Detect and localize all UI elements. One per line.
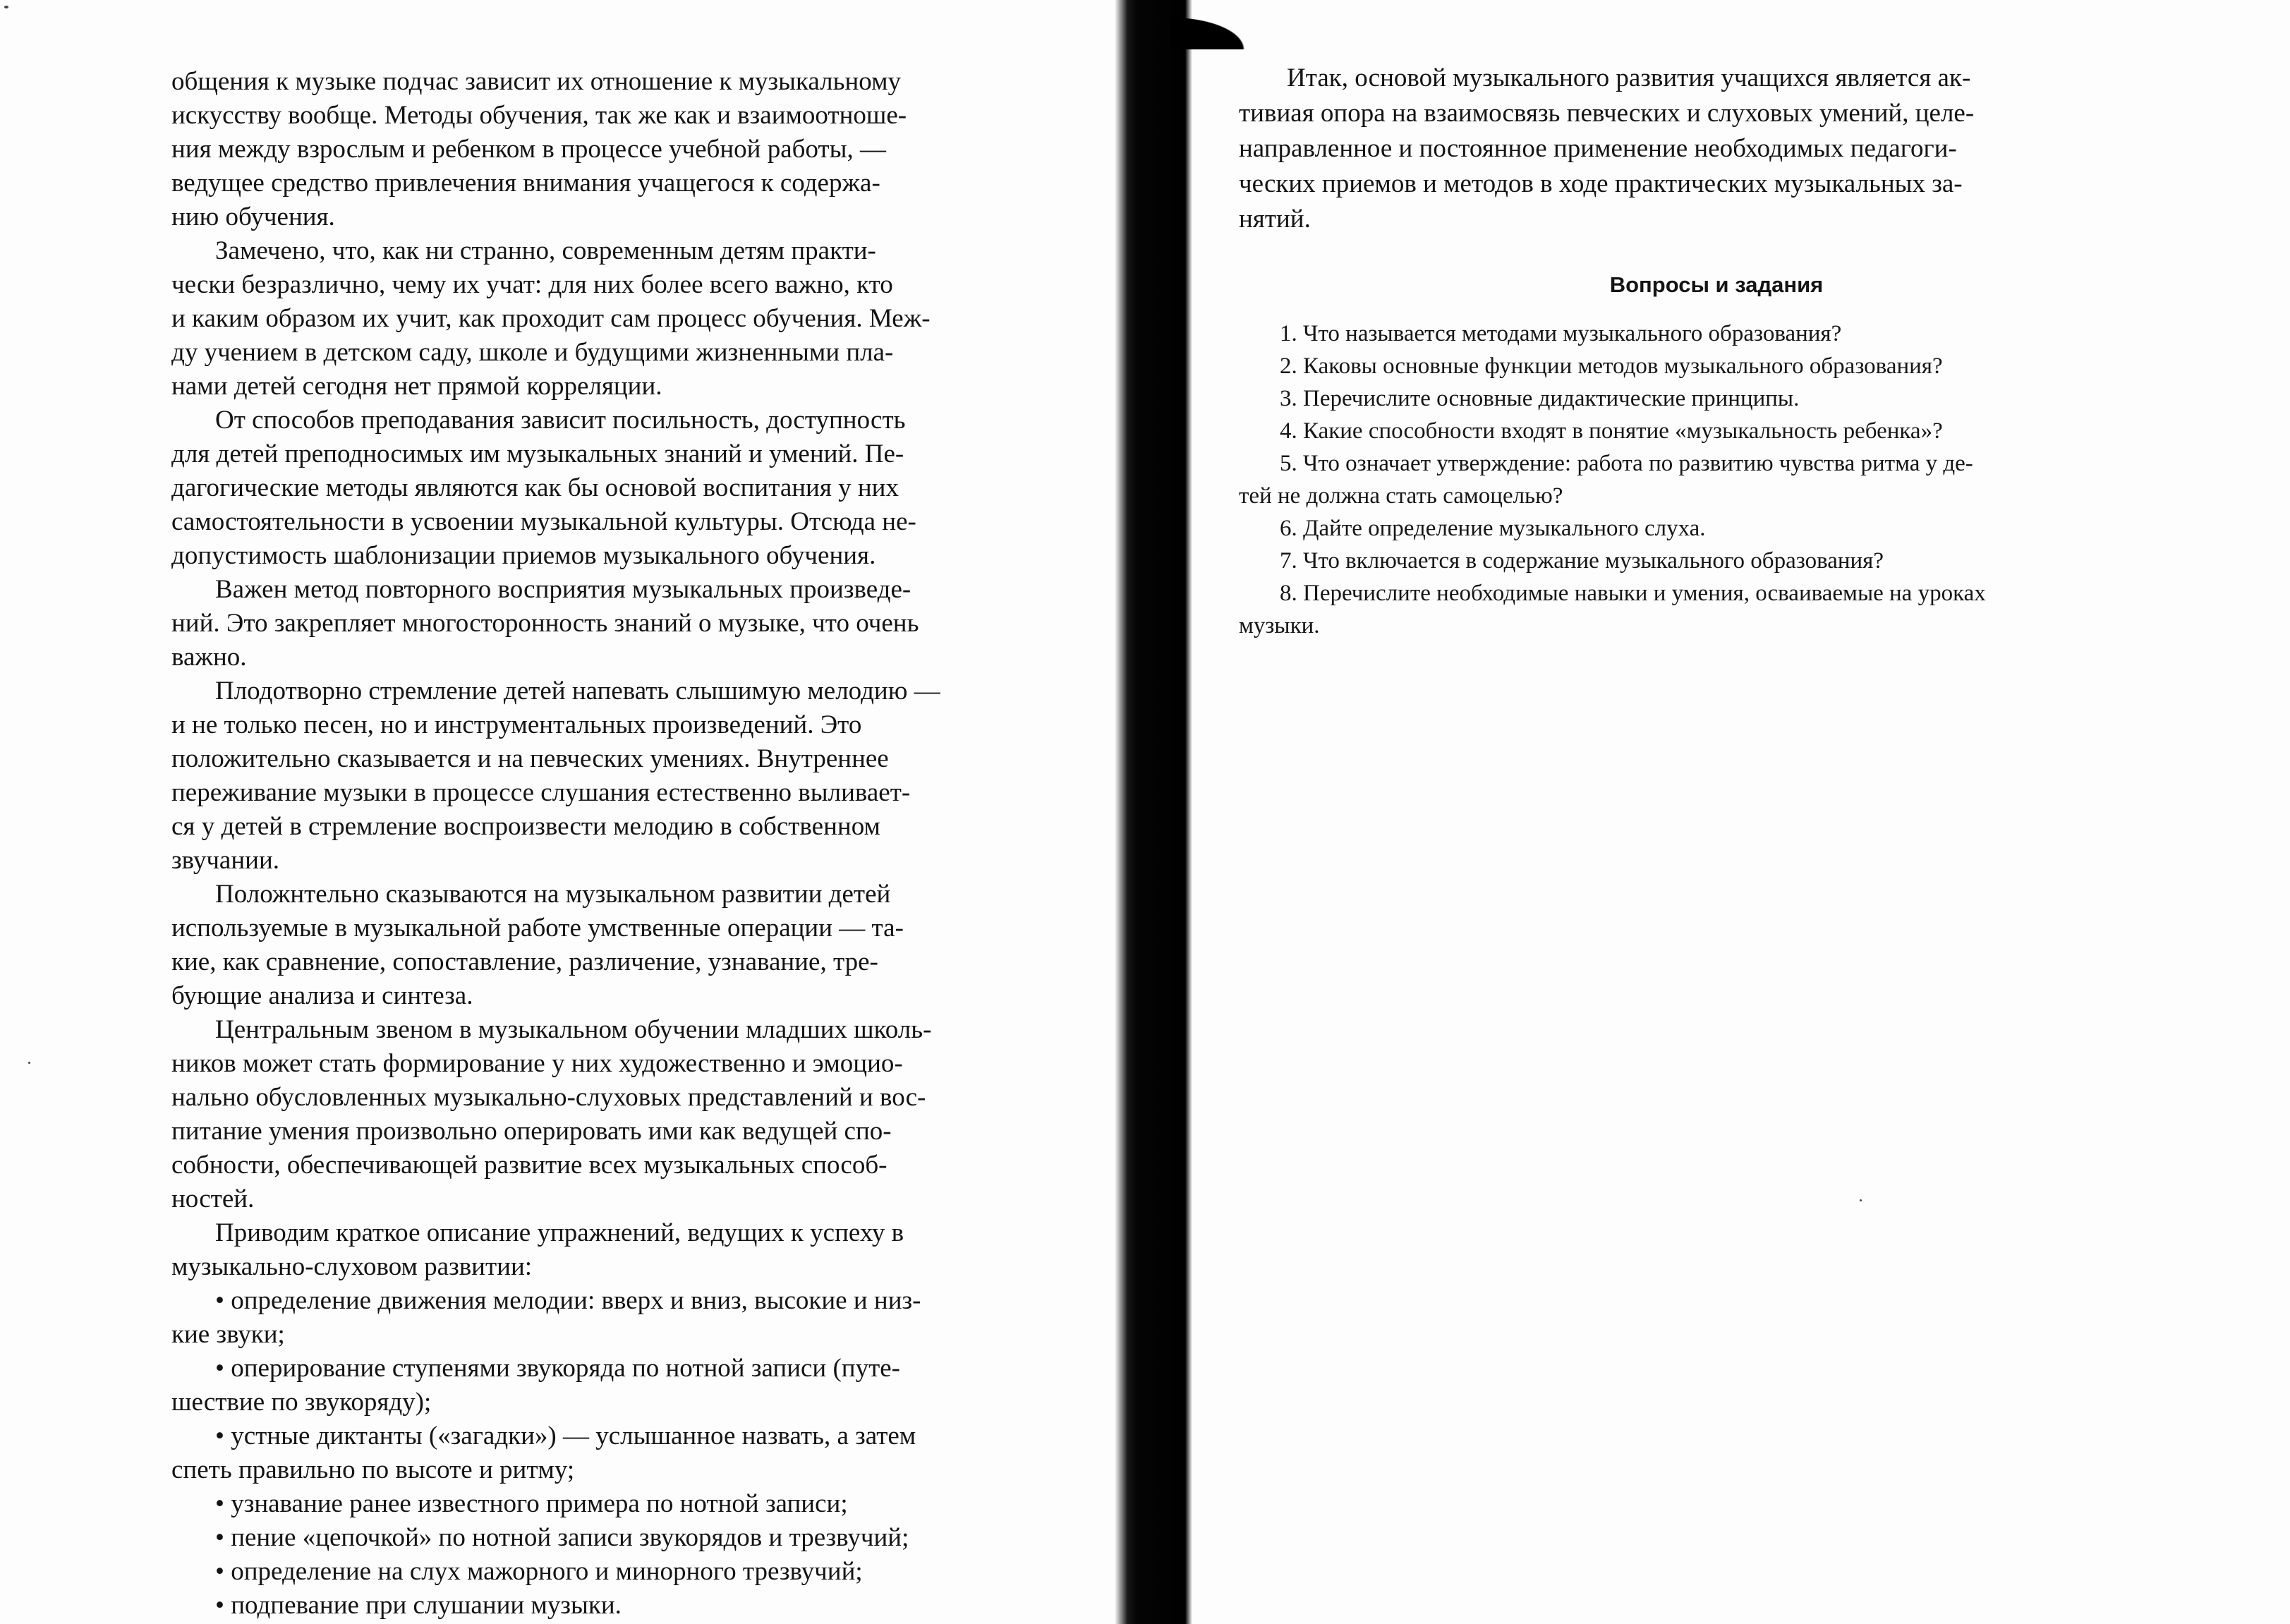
left-page-line: От способов преподавания зависит посильность, доступность bbox=[215, 406, 906, 435]
left-page-line: переживание музыки в процессе слушания естественно выливает- bbox=[171, 778, 911, 807]
question-text-continued: тей не должна стать самоцелью? bbox=[1239, 483, 1563, 509]
question-text: 2. Каковы основные функции методов музыкального образования? bbox=[1280, 353, 1943, 379]
left-page-line: • определение движения мелодии: вверх и вниз, высокие и низ- bbox=[215, 1286, 921, 1315]
left-page-line: Приводим краткое описание упражнений, ведущих к успеху в bbox=[215, 1218, 904, 1247]
left-page-line: • подпевание при слушании музыки. bbox=[215, 1591, 622, 1620]
left-page-line: ся у детей в стремление воспроизвести мелодию в собственном bbox=[171, 812, 880, 841]
left-page-line: и каким образом их учит, как проходит сам процесс обучения. Меж- bbox=[171, 304, 931, 333]
question-item bbox=[1239, 512, 2194, 545]
questions-list bbox=[1239, 317, 2194, 642]
left-page-line: • определение на слух мажорного и минорного трезвучий; bbox=[215, 1557, 863, 1586]
left-page-line: нами детей сегодня нет прямой корреляции. bbox=[171, 372, 662, 401]
left-page-line: для детей преподносимых им музыкальных знаний и умений. Пе- bbox=[171, 440, 904, 468]
left-page-line: ностей. bbox=[171, 1184, 255, 1213]
question-text: 4. Какие способности входят в понятие «музыкальность ребенка»? bbox=[1280, 418, 1943, 444]
left-page-line: • узнавание ранее известного примера по нотной записи; bbox=[215, 1489, 848, 1518]
question-item bbox=[1239, 577, 2194, 642]
left-page-line: Положнтельно сказываются на музыкальном развитии детей bbox=[215, 880, 891, 909]
left-page-line: используемые в музыкальной работе умственные операции — та- bbox=[171, 914, 904, 943]
left-page-line: и не только песен, но и инструментальных произведений. Это bbox=[171, 710, 862, 739]
left-page-line: собности, обеспечивающей развитие всех музыкальных способ- bbox=[171, 1151, 887, 1180]
left-page-line: ний. Это закрепляет многосторонность знаний о музыке, что очень bbox=[171, 609, 919, 638]
summary-line: тивиая опора на взаимосвязь певческих и слуховых умений, целе- bbox=[1239, 99, 1975, 128]
left-page-line: ния между взрослым и ребенком в процессе учебной работы, — bbox=[171, 135, 886, 164]
left-page-line: важно. bbox=[171, 643, 247, 672]
left-page-line: дагогические методы являются как бы основой воспитания у них bbox=[171, 473, 899, 502]
left-page-line: бующие анализа и синтеза. bbox=[171, 981, 473, 1010]
left-page-line: Замечено, что, как ни странно, современным детям практи- bbox=[215, 236, 876, 265]
summary-line: направленное и постоянное применение необходимых педагоги- bbox=[1239, 134, 1957, 163]
left-page-line: общения к музыке подчас зависит их отношение к музыкальному bbox=[171, 67, 902, 96]
question-text: 7. Что включается в содержание музыкального образования? bbox=[1280, 548, 1884, 574]
question-text: 8. Перечислите необходимые навыки и умения, осваиваемые на уроках bbox=[1280, 581, 1986, 606]
book-gutter-shadow bbox=[1115, 0, 1192, 1624]
summary-line: ческих приемов и методов в ходе практических музыкальных за- bbox=[1239, 169, 1963, 198]
summary-line: Итак, основой музыкального развития учащихся является ак- bbox=[1287, 63, 1971, 92]
left-page-line: ведущее средство привлечения внимания учащегося к содержа- bbox=[171, 169, 880, 198]
left-page-line: допустимость шаблонизации приемов музыкального обучения. bbox=[171, 541, 876, 570]
left-page-line: нально обусловленных музыкально-слуховых представлений и вос- bbox=[171, 1083, 926, 1112]
question-text-continued: музыки. bbox=[1239, 613, 1320, 638]
summary-paragraph bbox=[1239, 61, 2194, 237]
question-item bbox=[1239, 350, 2194, 382]
left-page-line: Важен метод повторного восприятия музыкальных произведе- bbox=[215, 575, 911, 604]
left-page-line: звучании. bbox=[171, 846, 280, 875]
left-page-line: шествие по звукоряду); bbox=[171, 1388, 432, 1417]
left-page bbox=[171, 65, 1145, 1623]
left-page-line: кие звуки; bbox=[171, 1320, 285, 1349]
left-page-line: • оперирование ступенями звукоряда по нотной записи (путе- bbox=[215, 1354, 900, 1383]
question-item bbox=[1239, 382, 2194, 415]
left-page-line: Центральным звеном в музыкальном обучении младших школь- bbox=[215, 1015, 932, 1044]
left-page-line: положительно сказывается и на певческих умениях. Внутреннее bbox=[171, 744, 889, 773]
page-curl-shadow bbox=[1171, 0, 1284, 49]
left-page-line: искусству вообще. Методы обучения, так же как и взаимоотноше- bbox=[171, 101, 907, 130]
left-page-line: чески безразлично, чему их учат: для них более всего важно, кто bbox=[171, 270, 893, 299]
question-text: 5. Что означает утверждение: работа по развитию чувства ритма у де- bbox=[1280, 451, 1973, 476]
question-item bbox=[1239, 545, 2194, 577]
right-page bbox=[1239, 61, 2194, 642]
scan-speck bbox=[1860, 1199, 1862, 1201]
left-page-line: ников может стать формирование у них художественно и эмоцио- bbox=[171, 1049, 903, 1078]
left-page-line: • пение «цепочкой» по нотной записи звукорядов и трезвучий; bbox=[215, 1523, 909, 1552]
summary-line: нятий. bbox=[1239, 205, 1311, 234]
left-page-line: музыкально-слуховом развитии: bbox=[171, 1252, 533, 1281]
left-page-line: Плодотворно стремление детей напевать слышимую мелодию — bbox=[215, 677, 940, 705]
left-page-line: • устные диктанты («загадки») — услышанное назвать, а затем bbox=[215, 1422, 916, 1450]
question-text: 3. Перечислите основные дидактические принципы. bbox=[1280, 386, 1800, 411]
question-item bbox=[1239, 317, 2194, 350]
scan-speck bbox=[4, 6, 8, 8]
left-page-line: кие, как сравнение, сопоставление, различение, узнавание, тре- bbox=[171, 947, 878, 976]
left-page-line: нию обучения. bbox=[171, 202, 335, 231]
question-item bbox=[1239, 415, 2194, 447]
left-page-line: питание умения произвольно оперировать ими как ведущей спо- bbox=[171, 1117, 892, 1146]
left-page-line: спеть правильно по высоте и ритму; bbox=[171, 1455, 575, 1484]
scan-speck bbox=[28, 1062, 30, 1064]
question-text: 1. Что называется методами музыкального образования? bbox=[1280, 321, 1842, 346]
left-page-line: самостоятельности в усвоении музыкальной культуры. Отсюда не- bbox=[171, 507, 916, 536]
questions-heading: Вопросы и задания bbox=[1609, 272, 1824, 297]
question-item bbox=[1239, 447, 2194, 512]
question-text: 6. Дайте определение музыкального слуха. bbox=[1280, 516, 1706, 541]
left-page-line: ду учением в детском саду, школе и будущими жизненными пла- bbox=[171, 338, 894, 367]
